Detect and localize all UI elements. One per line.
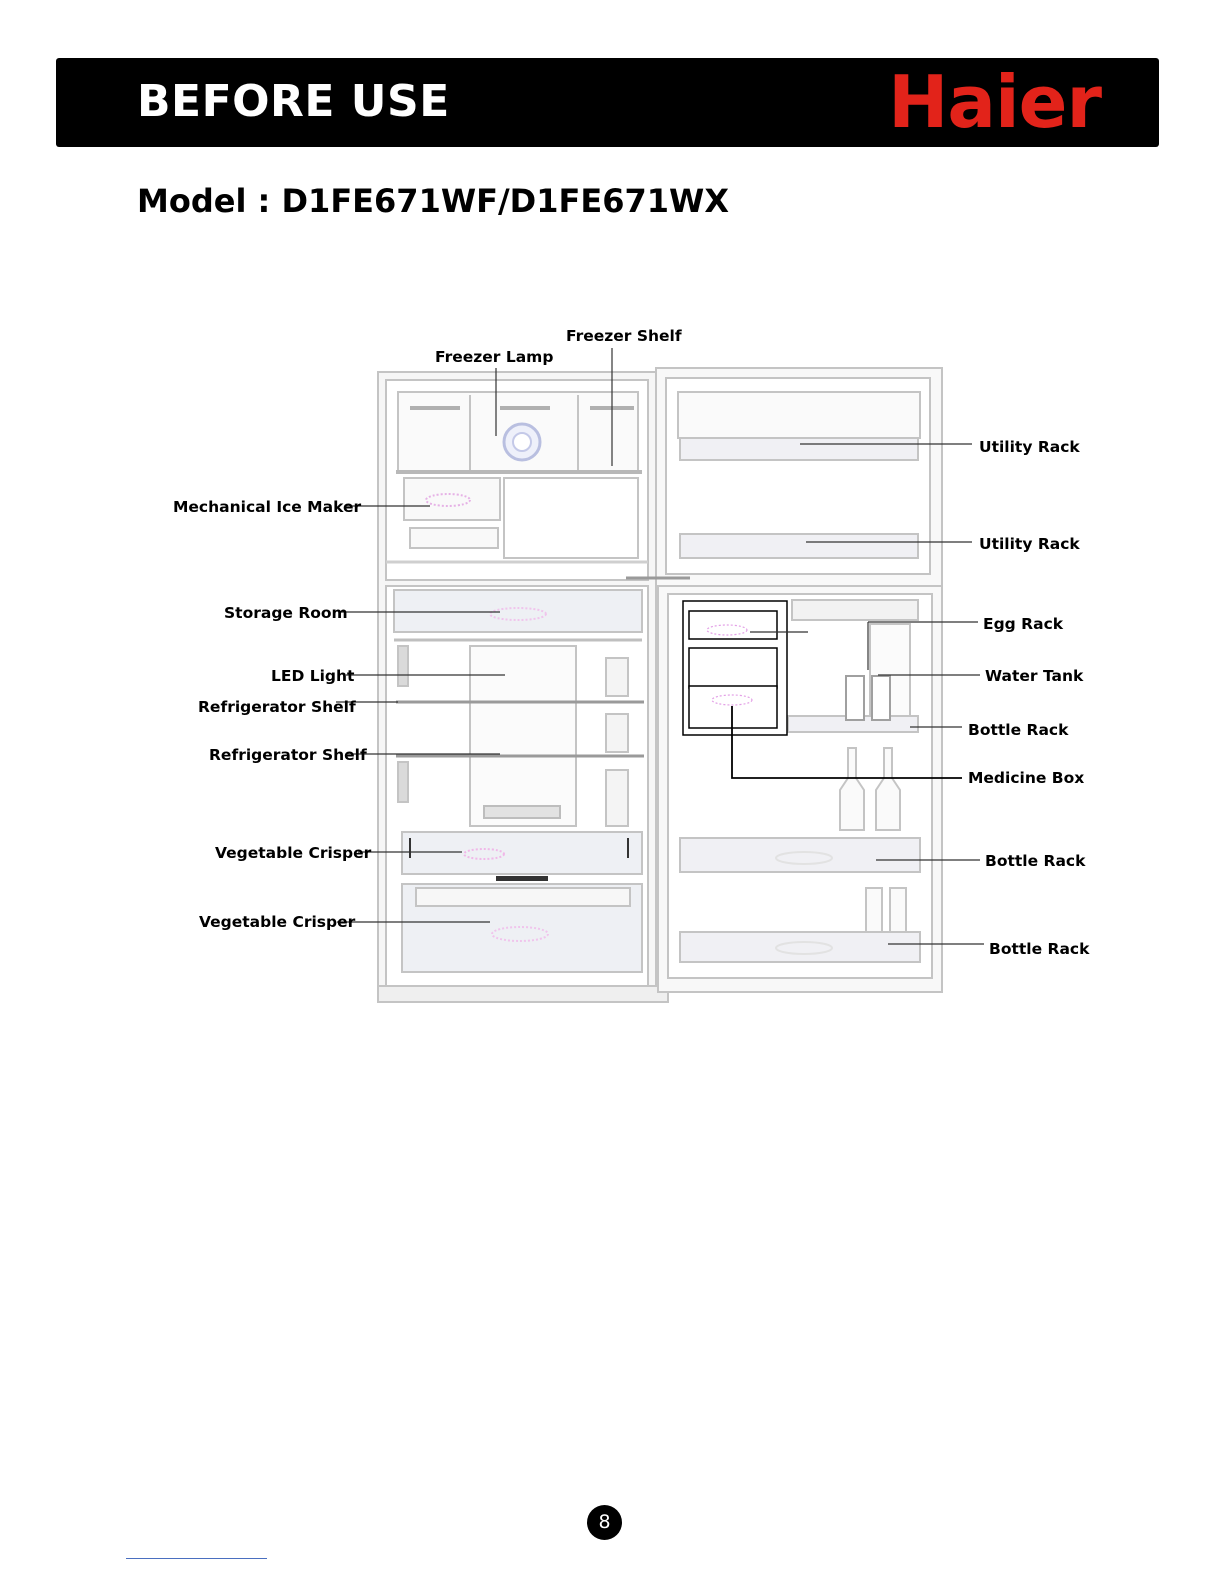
haier-logo: Haier: [888, 60, 1101, 144]
label-vegetable-crisper-2: Vegetable Crisper: [199, 913, 356, 931]
label-storage-room: Storage Room: [224, 604, 348, 622]
label-medicine-box: Medicine Box: [968, 769, 1085, 787]
bottle-rack-lower: [680, 932, 920, 962]
label-utility-rack-1: Utility Rack: [979, 438, 1080, 456]
label-water-tank: Water Tank: [985, 667, 1084, 685]
label-vegetable-crisper-1: Vegetable Crisper: [215, 844, 372, 862]
page-number: 8: [587, 1505, 622, 1540]
footer-divider: [126, 1558, 267, 1559]
utility-rack-lower: [680, 534, 918, 558]
label-led-light: LED Light: [271, 667, 355, 685]
storage-room-drawer: [394, 590, 642, 632]
label-egg-rack: Egg Rack: [983, 615, 1064, 633]
utility-rack-upper: [680, 438, 918, 460]
label-freezer-shelf: Freezer Shelf: [566, 327, 682, 345]
egg-rack-icon: [792, 600, 918, 620]
label-refrigerator-shelf-2: Refrigerator Shelf: [209, 746, 367, 764]
bottle-rack-middle: [680, 838, 920, 872]
label-mechanical-ice-maker: Mechanical Ice Maker: [173, 498, 362, 516]
label-bottle-rack-1: Bottle Rack: [968, 721, 1069, 739]
model-title: Model : D1FE671WF/D1FE671WX: [137, 182, 729, 220]
label-bottle-rack-3: Bottle Rack: [989, 940, 1090, 958]
label-utility-rack-2: Utility Rack: [979, 535, 1080, 553]
label-refrigerator-shelf-1: Refrigerator Shelf: [198, 698, 356, 716]
label-bottle-rack-2: Bottle Rack: [985, 852, 1086, 870]
vegetable-crisper-upper: [402, 832, 642, 874]
section-title: BEFORE USE: [137, 76, 450, 127]
label-freezer-lamp: Freezer Lamp: [435, 348, 554, 366]
ice-maker-icon: [404, 478, 500, 520]
medicine-box-icon: [683, 601, 787, 735]
refrigerator-illustration: [378, 368, 942, 1002]
